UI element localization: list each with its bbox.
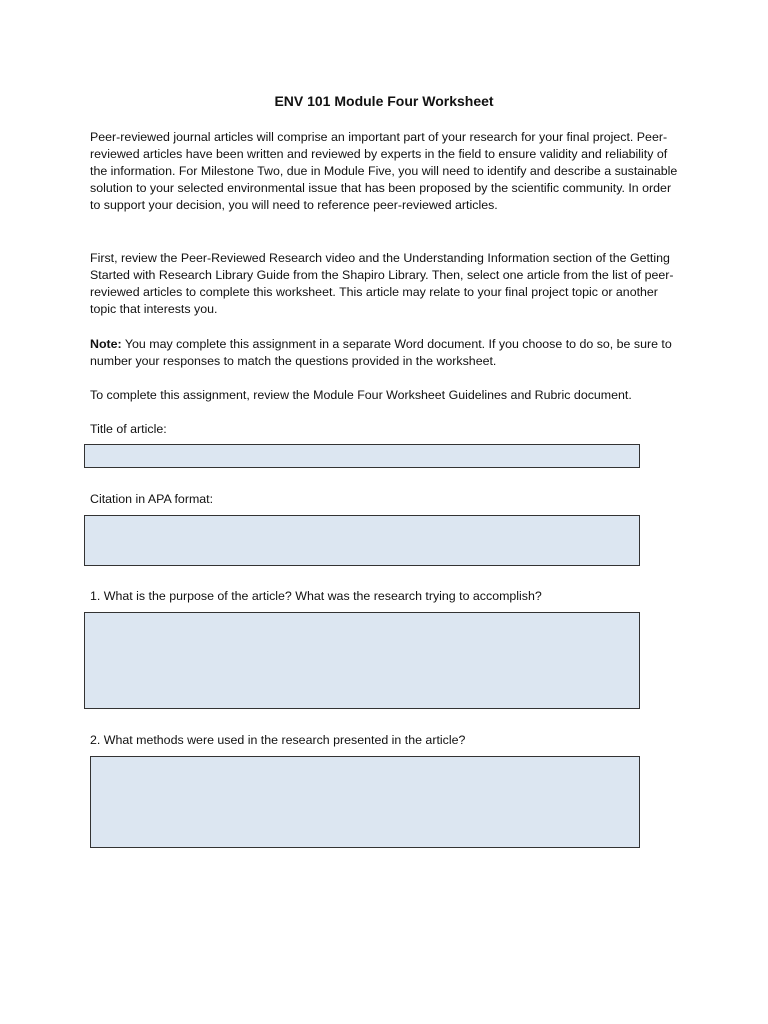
note-label: Note:	[90, 337, 122, 351]
document-title: ENV 101 Module Four Worksheet	[274, 93, 494, 109]
note-text: You may complete this assignment in a separate Word document. If you choose to do so, be sure to number your responses to match the questions provided in the worksheet.	[90, 337, 672, 369]
note-paragraph	[90, 336, 680, 370]
citation-label: Citation in APA format:	[90, 492, 214, 506]
title-of-article-field[interactable]	[84, 444, 640, 468]
citation-field[interactable]	[84, 515, 640, 566]
intro-paragraph: Peer-reviewed journal articles will comprise an important part of your research for your final project. Peer-reviewed articles have been written and reviewed by experts in the field to ensure validity and reliability of the information. For Milestone Two, due in Module Five, you will need to identify and describe a sustainable solution to your selected environmental issue that has been proposed by the scientific community. In order to support your decision, you will need to reference peer-reviewed articles.	[90, 130, 678, 213]
question-1-field[interactable]	[84, 612, 640, 709]
instructions-paragraph: First, review the Peer-Reviewed Research video and the Understanding Information section of the Getting Started with Research Library Guide from the Shapiro Library. Then, select one article from the list of peer-reviewed articles to complete this worksheet. This article may relate to your final project topic or another topic that interests you.	[90, 251, 674, 317]
question-1-label: 1. What is the purpose of the article? What was the research trying to accomplish?	[90, 589, 542, 603]
completion-paragraph: To complete this assignment, review the Module Four Worksheet Guidelines and Rubric document.	[90, 388, 632, 402]
title-of-article-label: Title of article:	[90, 422, 167, 436]
question-2-label: 2. What methods were used in the research presented in the article?	[90, 733, 466, 747]
question-2-field[interactable]	[90, 756, 640, 848]
